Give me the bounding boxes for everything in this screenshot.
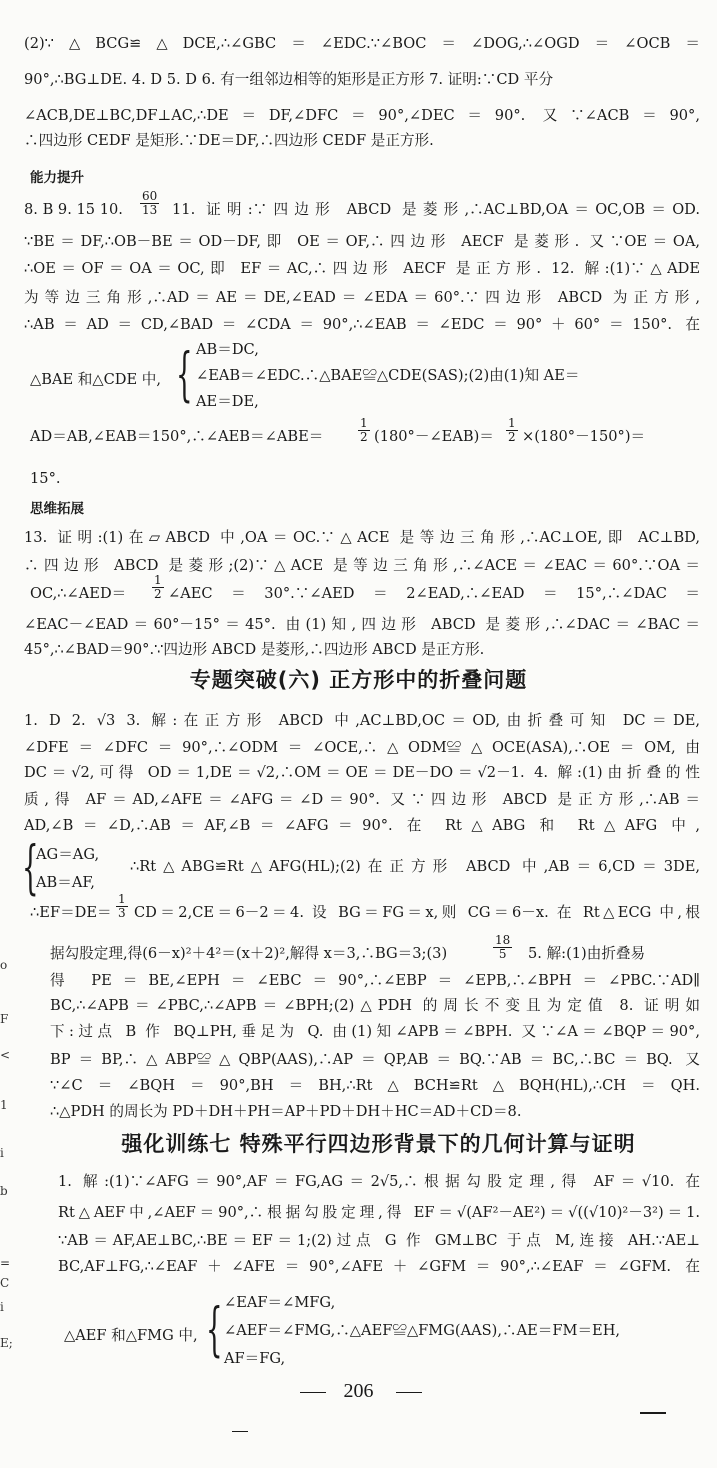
text-line: ∴△PDH 的周长为 PD＋DH＋PH＝AP＋PD＋DH＋HC＝AD＋CD＝8. (50, 1103, 522, 1120)
text-line: 1. 解:(1)∵∠AFG＝90°,AF＝FG,AG＝2√5,∴根据勾股定理,得 AF＝√10. 在 (58, 1173, 700, 1190)
text-segment: ×(180°－150°)＝ (522, 428, 646, 445)
text-line: 得 PE＝BE,∠EPH＝∠EBC＝90°,∴∠EBP＝∠EPB,∴∠BPH＝∠PBC.∵AD∥ (50, 972, 700, 989)
text-line: ∴AB＝AD＝CD,∠BAD＝∠CDA＝90°,∴∠EAB＝∠EDC＝90°＋60°＝150°. 在 (24, 316, 700, 333)
text-segment: △BAE 和△CDE 中, (30, 371, 161, 388)
edge-mark: i (0, 1300, 4, 1314)
text-segment: △AEF 和△FMG 中, (64, 1327, 198, 1344)
edge-mark: C (0, 1276, 10, 1290)
fraction-numerator: 1 (154, 573, 162, 587)
fraction-denominator: 2 (360, 430, 368, 444)
text-segment: 5. 解:(1)由折叠易 (528, 945, 646, 962)
text-line: 90°,∴BG⊥DE. 4. D 5. D 6. 有一组邻边相等的矩形是正方形 7. 证明:∵CD 平分 (24, 71, 554, 88)
system-row: ∠EAF＝∠MFG, (224, 1294, 336, 1311)
system-row: ∠EAB＝∠EDC.∴△BAE≌△CDE(SAS);(2)由(1)知 AE＝ (196, 367, 580, 384)
edge-mark: E; (0, 1336, 13, 1350)
text-segment: ∠AEC＝30°.∵∠AED＝2∠EAD,∴∠EAD＝15°,∴∠DAC＝ (168, 585, 700, 602)
fraction-60-13 (140, 190, 159, 217)
page-number-dash (396, 1392, 422, 1393)
text-segment: CD＝2,CE＝6－2＝4. 设 BG＝FG＝x,则 CG＝6－x. 在 Rt△ECG 中,根 (134, 904, 700, 921)
section-title: 专题突破(六) 正方形中的折叠问题 (189, 668, 528, 692)
text-line: ∴四边形 CEDF 是矩形.∵DE＝DF,∴四边形 CEDF 是正方形. (24, 132, 434, 149)
fraction-numerator: 60 (142, 189, 158, 203)
text-segment: (180°－∠EAB)＝ (374, 428, 494, 445)
text-line: 质,得 AF＝AD,∠AFE＝∠AFG＝∠D＝90°. 又∵四边形 ABCD 是正方形,∴AB＝ (24, 791, 700, 808)
text-line: 13. 证明:(1)在▱ABCD 中,OA＝OC.∵△ACE 是等边三角形,∴AC⊥OE,即 AC⊥BD, (24, 529, 700, 546)
edge-mark: < (0, 1048, 11, 1062)
system-row: AE＝DE, (196, 393, 259, 410)
text-segment: ∴EF＝DE＝ (30, 904, 112, 921)
left-brace: { (206, 1295, 223, 1363)
left-brace: { (22, 833, 39, 901)
system-row: AG＝AG, (36, 846, 100, 863)
text-segment: 据勾股定理,得(6－x)²＋4²＝(x＋2)²,解得 x＝3,∴BG＝3;(3) (50, 945, 448, 962)
text-line: ∵AB＝AF,AE⊥BC,∴BE＝EF＝1;(2)过点 G 作 GM⊥BC 于点 M,连接 AH.∵AE⊥ (58, 1232, 700, 1249)
fraction-one-third (116, 893, 128, 920)
bottom-mark (232, 1431, 248, 1432)
text-line: DC＝√2,可得 OD＝1,DE＝√2,∴OM＝OE＝DE－DO＝√2－1. 4. 解:(1)由折叠的性 (24, 764, 700, 781)
system-row: AB＝DC, (196, 341, 259, 358)
edge-mark: = (0, 1256, 11, 1270)
text-line: ∴OE＝OF＝OA＝OC,即 EF＝AC,∴四边形 AECF 是正方形. 12. 解:(1)∵△ADE (24, 260, 700, 277)
fraction-18-5 (493, 934, 512, 961)
text-line: Rt△AEF中,∠AEF＝90°,∴根据勾股定理,得 EF＝√(AF²－AE²)＝√((√10)²－3²)＝1. (58, 1204, 700, 1221)
text-line: AD,∠B＝∠D,∴AB＝AF,∠B＝∠AFG＝90°. 在 Rt△ABG 和 Rt△AFG 中, (24, 817, 700, 834)
text-line: ∴四边形 ABCD 是菱形;(2)∵△ACE 是等边三角形,∴∠ACE＝∠EAC＝60°.∵OA＝ (24, 557, 700, 574)
fraction-denominator: 3 (118, 906, 126, 920)
section-title: 强化训练七 特殊平行四边形背景下的几何计算与证明 (121, 1132, 636, 1156)
fraction-denominator: 2 (508, 430, 516, 444)
text-segment: OC,∴∠AED＝ (30, 585, 127, 602)
text-segment: 11. 证明:∵四边形 ABCD 是菱形,∴AC⊥BD,OA＝OC,OB＝OD. (172, 201, 700, 218)
left-brace: { (176, 340, 193, 408)
text-line: BP＝BP,∴△ABP≌△QBP(AAS),∴AP＝QP,AB＝BQ.∵AB＝BC,∴BC＝BQ. 又 (50, 1051, 700, 1068)
section-heading-thinking: 思维拓展 (30, 501, 84, 517)
fraction-denominator: 5 (498, 947, 507, 961)
text-line: 下:过点 B 作 BQ⊥PH,垂足为 Q. 由(1)知∠APB＝∠BPH. 又∵∠A＝∠BQP＝90°, (50, 1023, 700, 1040)
edge-mark: F (0, 1012, 9, 1026)
text-segment: AD＝AB,∠EAB＝150°,∴∠AEB＝∠ABE＝ (30, 428, 324, 445)
text-line: BC,∴∠APB＝∠PBC,∴∠APB＝∠BPH;(2)△PDH 的周长不变且为定值 8. 证明如 (50, 997, 700, 1014)
fraction-numerator: 1 (508, 416, 516, 430)
text-line: 45°,∴∠BAD＝90°.∵四边形 ABCD 是菱形,∴四边形 ABCD 是正方形. (24, 641, 485, 658)
fraction-numerator: 1 (360, 416, 368, 430)
page-number: 206 (343, 1380, 374, 1402)
text-segment: ∴Rt△ABG≌Rt△AFG(HL);(2)在正方形 ABCD 中,AB＝6,CD＝3DE, (130, 858, 700, 875)
text-line: ∠EAC－∠EAD＝60°－15°＝45°. 由(1)知,四边形 ABCD 是菱形,∴∠DAC＝∠BAC＝ (24, 616, 700, 633)
fraction-denominator: 2 (154, 587, 162, 601)
fraction-numerator: 1 (118, 892, 126, 906)
text-line: BC,AF⊥FG,∴∠EAF＋∠AFE＝90°,∠AFE＋∠GFM＝90°,∴∠EAF＝∠GFM. 在 (58, 1258, 700, 1275)
system-row: ∠AEF＝∠FMG,∴△AEF≌△FMG(AAS),∴AE＝FM＝EH, (224, 1322, 621, 1339)
text-line: (2)∵△BCG≌△DCE,∴∠GBC＝∠EDC.∵∠BOC＝∠DOG,∴∠OGD＝∠OCB＝ (24, 35, 700, 52)
fraction-one-half (358, 417, 370, 444)
edge-mark: i (0, 1146, 4, 1160)
fraction-numerator: 18 (495, 933, 511, 947)
text-line: ∵BE＝DF,∴OB－BE＝OD－DF,即 OE＝OF,∴四边形 AECF 是菱形. 又∵OE＝OA, (24, 233, 700, 250)
edge-mark: 1 (0, 1098, 8, 1112)
edge-mark: b (0, 1184, 8, 1198)
text-segment: 8. B 9. 15 10. (24, 201, 123, 218)
system-row: AB＝AF, (36, 874, 95, 891)
bottom-mark (640, 1412, 666, 1414)
section-heading-ability: 能力提升 (30, 170, 84, 186)
text-line: ∠ACB,DE⊥BC,DF⊥AC,∴DE＝DF,∠DFC＝90°,∠DEC＝90°. 又∵∠ACB＝90°, (24, 107, 700, 124)
text-line: ∵∠C＝∠BQH＝90°,BH＝BH,∴Rt△BCH≌Rt△BQH(HL),∴CH＝QH. (50, 1077, 700, 1094)
text-segment: 15°. (30, 470, 61, 487)
edge-mark: o (0, 958, 8, 972)
fraction-one-half (152, 574, 164, 601)
text-line: 1. D 2. √3 3. 解:在正方形 ABCD 中,AC⊥BD,OC＝OD,由折叠可知 DC＝DE, (24, 712, 700, 729)
text-line: 为等边三角形,∴AD＝AE＝DE,∠EAD＝∠EDA＝60°.∵四边形 ABCD 为正方形, (24, 289, 700, 306)
system-row: AF＝FG, (224, 1350, 286, 1367)
fraction-one-half (506, 417, 518, 444)
fraction-denominator: 13 (142, 203, 158, 217)
text-line: ∠DFE＝∠DFC＝90°,∴∠ODM＝∠OCE,∴△ODM≌△OCE(ASA),∴OE＝OM,由 (24, 739, 700, 756)
